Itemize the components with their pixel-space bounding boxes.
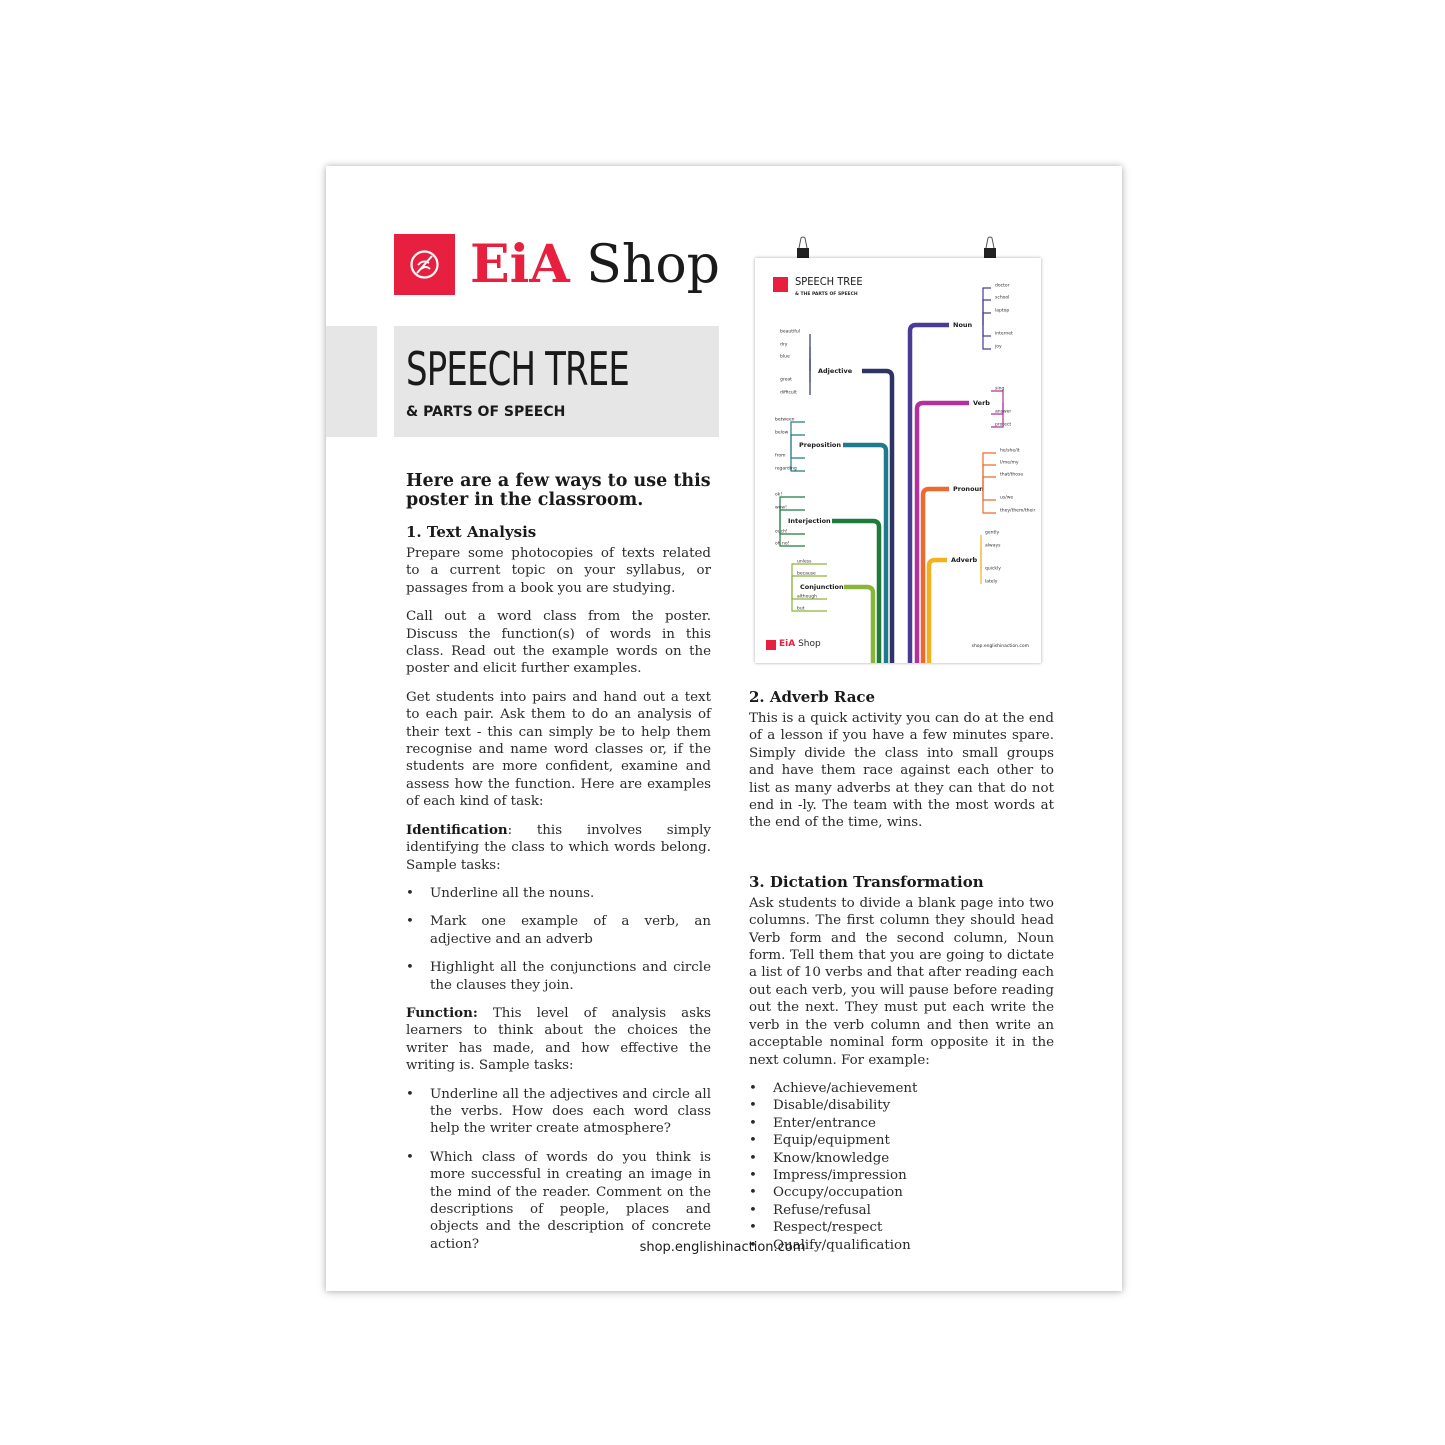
tree-word: doctor [995, 283, 1010, 289]
tree-branch-label: Noun [953, 321, 973, 329]
tree-branch-label: Interjection [788, 517, 831, 525]
function-text: This level of analysis asks learners to think about the choices the writer has made, and how effective the writing is. Sample tasks: [406, 1005, 711, 1074]
right-column [749, 688, 1054, 1254]
tree-word: unless [797, 559, 812, 565]
list-item: • Mark one example of a verb, an adjective and an adverb [406, 913, 711, 948]
page-title: SPEECH TREE [406, 342, 630, 396]
tree-word-connector [983, 325, 991, 349]
tree-word: oh no! [775, 541, 790, 547]
tree-word-connector [983, 325, 991, 336]
poster-brand-shop: Shop [798, 639, 821, 649]
speech-tree-diagram [755, 258, 1041, 663]
eia-logo-icon [394, 234, 455, 295]
list-item: • Impress/impression [749, 1167, 1054, 1184]
list-item: • Know/knowledge [749, 1150, 1054, 1167]
tree-word-connector [983, 477, 996, 489]
title-banner [394, 326, 719, 437]
list-item: • Highlight all the conjunctions and circle the clauses they join. [406, 959, 711, 994]
identification-text: : this involves simply identifying the class to which words belong. Sample tasks: [406, 822, 711, 873]
poster-footer-brand [779, 639, 821, 649]
tree-word: joy [995, 344, 1002, 350]
tree-word: quickly [985, 566, 1001, 572]
tree-word-connector [991, 391, 1003, 403]
poster-title: SPEECH TREE [795, 275, 863, 288]
tree-word: between [775, 417, 795, 423]
poster-subtitle: & THE PARTS OF SPEECH [795, 292, 858, 297]
tree-word: ok! [775, 492, 783, 498]
section2-paragraph: This is a quick activity you can do at the end of a lesson if you have a few minutes spare. Simply divide the class into small groups and have them race against each other to list as many adverbs at they can that do not end in -ly. The team with the most words at the end of the time, wins. [749, 711, 1054, 831]
tree-branch-label: Adverb [951, 556, 978, 564]
list-item: • Which class of words do you think is more successful in creating an image in the mind of the reader. Comment on the descriptions of people, places and objects and the description of concrete action? [406, 1149, 711, 1253]
tree-word: that/those [1000, 472, 1024, 478]
tree-word: I/me/my [1000, 460, 1019, 466]
tree-word: wow! [775, 505, 787, 511]
tree-word-connector [983, 489, 996, 513]
tree-branch-label: Pronoun [953, 485, 984, 493]
function-paragraph [406, 1005, 711, 1075]
identification-task-list [406, 885, 711, 994]
function-task-list [406, 1086, 711, 1254]
intro-heading: Here are a few ways to use this poster in the classroom. [406, 471, 711, 510]
section2-heading: 2. Adverb Race [749, 688, 876, 706]
tree-trunk-line [929, 560, 947, 663]
tree-word: internet [995, 331, 1013, 337]
tree-word: dry [780, 342, 788, 348]
tree-word: always [985, 543, 1001, 549]
tree-word: great [780, 377, 792, 383]
poster-brand-eia: EiA [779, 639, 796, 649]
left-column [406, 472, 711, 1264]
tree-branch-label: Verb [973, 399, 990, 407]
list-item: • Equip/equipment [749, 1132, 1054, 1149]
tree-word: us/we [1000, 495, 1014, 501]
poster-footer-logo-icon [766, 640, 776, 650]
tree-word: because [797, 571, 816, 577]
poster-image [755, 258, 1041, 663]
tree-word: but [797, 606, 805, 612]
tree-word: beautiful [780, 329, 800, 335]
list-item: • Refuse/refusal [749, 1202, 1054, 1219]
tree-word: protect [995, 422, 1012, 428]
brand-name-shop: Shop [586, 235, 720, 295]
brand-name [470, 232, 720, 298]
tree-trunk-line [844, 587, 873, 663]
list-item: • Underline all the adjectives and circle all the verbs. How does each word class help the writer create atmosphere? [406, 1086, 711, 1138]
tree-word: school [995, 295, 1010, 301]
tree-word: lately [985, 579, 998, 585]
section1-paragraph-3: Get students into pairs and hand out a text to each pair. Ask them to do an analysis of their text - this can simply be to help them recognise and name word classes or, if the students are more confident, examine and assess how the function. Here are examples of each kind of task: [406, 689, 711, 810]
section3-heading: 3. Dictation Transformation [749, 872, 984, 891]
list-item: • Respect/respect [749, 1219, 1054, 1236]
tree-word: sing [995, 386, 1005, 392]
identification-paragraph [406, 822, 711, 874]
tree-word: although [797, 594, 817, 600]
tree-branch-label: Preposition [799, 441, 842, 449]
tree-word-connector [983, 313, 991, 325]
list-item: • Occupy/occupation [749, 1184, 1054, 1201]
footer-url: shop.englishinaction.com [639, 1240, 806, 1255]
tree-word: answer [995, 409, 1012, 415]
tree-word: gently [985, 530, 1000, 536]
page-subtitle: & PARTS OF SPEECH [406, 404, 566, 420]
section1-paragraph-2: Call out a word class from the poster. Discuss the function(s) of words in this class. Read out the example words on the poster and elicit further examples. [406, 609, 711, 677]
identification-label: Identification [406, 821, 508, 838]
tree-word: regarding [775, 466, 797, 472]
list-item: • Enter/entrance [749, 1115, 1054, 1132]
list-item: • Achieve/achievement [749, 1080, 1054, 1097]
tree-word: difficult [780, 390, 797, 396]
tree-word-connector [983, 288, 991, 325]
list-item: • Disable/disability [749, 1097, 1054, 1114]
section1-heading: 1. Text Analysis [406, 523, 537, 541]
title-accent-tab [326, 326, 377, 437]
tree-word-connector [983, 489, 996, 500]
tree-word: below [775, 430, 789, 436]
tree-branch-label: Adjective [818, 367, 853, 375]
tree-word: from [775, 453, 786, 459]
tree-word: blue [780, 354, 790, 360]
tree-branch-label: Conjunction [800, 583, 844, 591]
tree-word: ouch! [775, 529, 788, 535]
tree-word: they/them/their [1000, 508, 1036, 514]
tree-word: he/she/it [1000, 448, 1020, 454]
list-item: • Underline all the nouns. [406, 885, 711, 902]
list-item: • Qualify/qualification [749, 1237, 1054, 1254]
brand-name-eia: EiA [470, 234, 570, 295]
section1-paragraph-1: Prepare some photocopies of texts related to a current topic on your syllabus, or passages from a book you are studying. [406, 546, 711, 596]
section3-paragraph: Ask students to divide a blank page into two columns. The first column they should head Verb form and the second column, Noun form. Tell them that you are going to dictate a list of 10 verbs and that after reading each out each verb, you will pause before reading out the next. They must put each write the verb in the verb column and then write an acceptable nominal form opposite it in the next column. For example: [749, 895, 1054, 1068]
tree-word: laptop [995, 308, 1010, 314]
tree-word-connector [983, 453, 996, 489]
dictation-examples-list [749, 1080, 1054, 1254]
function-label: Function: [406, 1004, 478, 1021]
poster-url: shop.englishinaction.com [971, 644, 1029, 649]
